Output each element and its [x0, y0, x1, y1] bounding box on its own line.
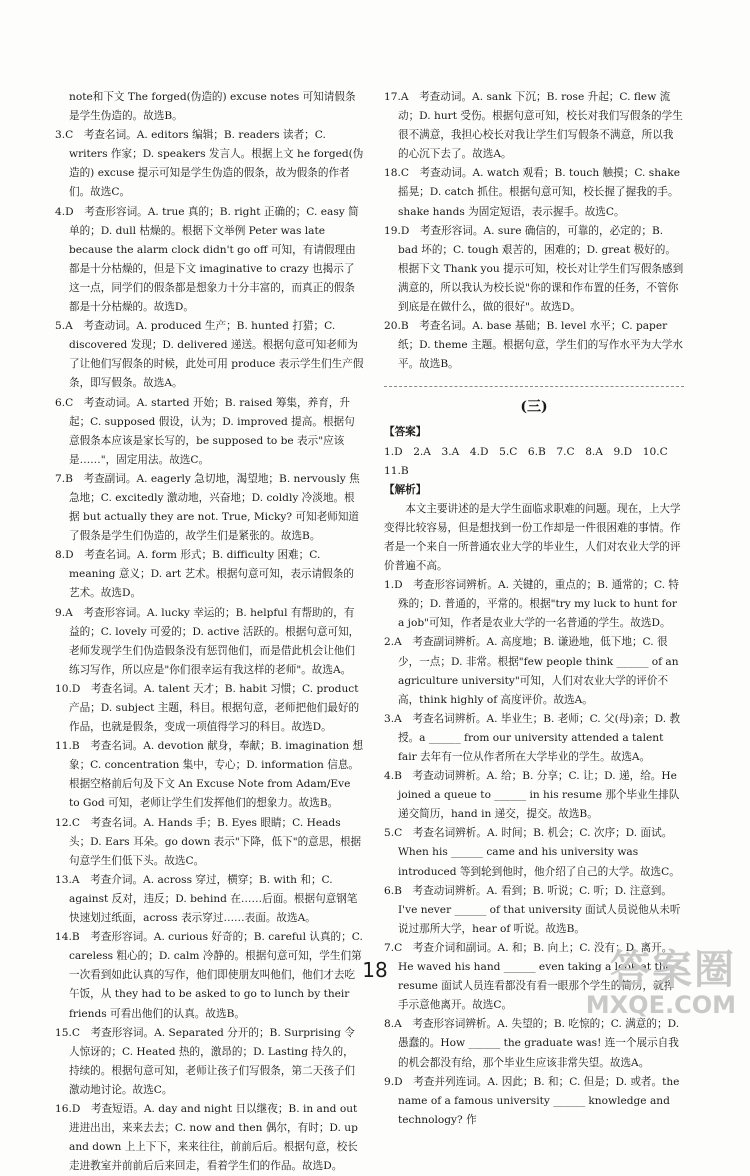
watermark-text: 答案圈 [610, 947, 736, 993]
watermark-logo [586, 948, 736, 1018]
left-item: 10.D 考查名词。A. talent 天才；B. habit 习惯；C. product 产品；D. subject 主题，科目。根据句意，老师把他们最好的作品，也就是假条，变成一项值得学习的科目。故选D。 [55, 682, 360, 734]
left-item: 3.C 考查名词。A. editors 编辑；B. readers 读者；C. writers 作家；D. speakers 发言人。根据上文 he forged(伪造的) excuse 提示可知是学生伪造的假条，故为假条的作者们。故选C。 [55, 129, 364, 199]
right-item: 17.A 考查动词。A. sank 下沉；B. rose 升起；C. flew 流动；D. hurt 受伤。根据句意可知，校长对我们写假条的学生很不满意，我担心校长对我让学生们写假条不满意，所以我的心沉下去了。故选A。 [384, 91, 683, 161]
left-item: 9.A 考查形容词。A. lucky 幸运的；B. helpful 有帮助的，有益的；C. lovely 可爱的；D. active 活跃的。根据句意可知，老师发现学生们伪造假条没有惩罚他们，而是借此机会让他们练习写作，所以应是"你们很幸运有我这样的老师"。故选A。 [55, 606, 360, 676]
left-item: 13.A 考查介词。A. across 穿过，横穿；B. with 和；C. against 反对，违反；D. behind 在……后面。根据句意钢笔快速划过纸面，across 表示穿过……表面。故选A。 [55, 873, 358, 925]
analysis-item: 8.A 考查形容词辨析。A. 失望的；B. 吃惊的；C. 满意的；D. 愚蠢的。How ______ the graduate was! 连一个展示自我的机会都没有给，那个毕业生应该非常失望。故选A。 [384, 1018, 680, 1069]
left-item: 8.D 考查名词。A. form 形式；B. difficulty 困难；C. meaning 意义；D. art 艺术。根据句意可知，表示请假条的艺术。故选D。 [55, 549, 354, 600]
analysis-item: 1.D 考查形容词辨析。A. 关键的，重点的；B. 通常的；C. 特殊的；D. 普通的，平常的。根据"try my luck to hunt for a job"可知，作者是农业大学的一名普通的学生。故选D。 [384, 579, 680, 630]
left-item: 5.A 考查动词。A. produced 生产；B. hunted 打猎；C. discovered 发现；D. delivered 递送。根据句意可知老师为了让他们写假条的时候，此处可用 produce 表示学生们生产假条，即写假条。故选A。 [55, 320, 364, 390]
right-item: 20.B 考查名词。A. base 基础；B. level 水平；C. paper 纸；D. theme 主题。根据句意，学生们的写作水平为大学水平。故选B。 [384, 320, 683, 371]
right-item: 19.D 考查形容词。A. sure 确信的，可靠的，必定的；B. bad 坏的；C. tough 艰苦的，困难的；D. great 极好的。根据下文 Thank you 提示可知，校长对让学生们写假条感到满意的，所以我认为校长说"你的课和作布置的任务，不管你到底是在做什么，做的很好"。故选D。 [384, 224, 684, 314]
left-item: 14.B 考查形容词。A. curious 好奇的；B. careful 认真的；C. careless 粗心的；D. calm 冷静的。根据句意可知，学生们第一次看到如此认真的写作，他们即使朋友叫他们，他们才去吃午饭，从 they had to be asked to go to lunch by their friends 可看出他们的认真。故选B。 [55, 931, 363, 1020]
left-item: note和下文 The forged(伪造的) excuse notes 可知请假条是学生伪造的。故选B。 [69, 91, 356, 123]
left-column [55, 88, 364, 1176]
left-item: 6.C 考查动词。A. started 开始；B. raised 筹集，养育，升起；C. supposed 假设，认为；D. improved 提高。根据句意假条本应该是家长写的，be supposed to be 表示"应该是……"，固定用法。故选C。 [55, 396, 355, 466]
answers-line: 1.D 2.A 3.A 4.D 5.C 6.B 7.C 8.A 9.D 10.C [384, 445, 668, 458]
analysis-item: 6.B 考查动词辨析。A. 看到；B. 听说；C. 听；D. 注意到。I've never ______ of that university 面试人员说他从未听说过那所大学，hear of 听说。故选B。 [384, 884, 681, 935]
answer-tag: 【答案】 [384, 426, 427, 439]
watermark-url: MXQE.COM [585, 991, 736, 1019]
analysis-item: 2.A 考查副词辨析。A. 高度地；B. 谦逊地，低下地；C. 很少，一点；D. 非常。根据"few people think ______ of an agriculture university"可知，人们对农业大学的评价不高，think highly of 高度评价。故选A。 [384, 636, 679, 706]
section-divider [384, 386, 684, 387]
left-item: 4.D 考查形容词。A. true 真的；B. right 正确的；C. easy 简单的；D. dull 枯燥的。根据下文举例 Peter was late because the alarm clock didn't go off 可知，有请假理由都是十分枯燥的，但是下文 imaginative to crazy 也揭示了这一点，同学们的假条都是想象力十分丰富的，而真正的假条都是十分枯燥的。故选D。 [55, 205, 359, 314]
analysis-item: 7.C 考查介词和副词。A. 和；B. 向上；C. 没有；D. 离开。He waved his hand ______ even taking a look at the resume 面试人员连看都没有看一眼那个学生的简历，就挥手示意他离开。故选C。 [384, 941, 675, 1012]
analysis-intro: 本文主要讲述的是大学生面临求职难的问题。现在，上大学变得比较容易，但是想找到一份工作却是一件很困难的事情。作者是一个来自一所普通农业大学的毕业生，人们对农业大学的评价普遍不高。 [384, 502, 681, 573]
left-item: 15.C 考查形容词。A. Separated 分开的；B. Surprising 令人惊讶的；C. Heated 热的，激昂的；D. Lasting 持久的，持续的。根据句意可知，老师让孩子们写假条，第二天孩子们激动地讨论。故选C。 [55, 1026, 356, 1096]
answers-line: 11.B [384, 464, 409, 477]
section-title: (三) [520, 399, 548, 416]
left-item: 7.B 考查副词。A. eagerly 急切地，渴望地；B. nervously 焦急地；C. excitedly 激动地，兴奋地；D. coldly 冷淡地。根据 but actually they are not. True, Micky? 可知老师知道了假条是学生们伪造的，故学生们是紧张的。故选B。 [55, 472, 360, 543]
left-item: 11.B 考查名词。A. devotion 献身，奉献；B. imagination 想象；C. concentration 集中，专心；D. information 信息。根据空格前后句及下文 An Excuse Note from Adam/Eve to God 可知，老师让学生们发挥他们的想象力。故选B。 [55, 740, 364, 810]
left-item: 12.C 考查名词。A. Hands 手；B. Eyes 眼睛；C. Heads 头；D. Ears 耳朵。go down 表示"下降，低下"的意思，根据句意学生们低下头。故选C。 [55, 816, 362, 867]
left-item: 16.D 考查短语。A. day and night 日以继夜；B. in and out 进进出出，来来去去；C. now and then 偶尔，有时；D. up and down 上上下下，来来往往，前前后后。根据句意，校长走进教室并前前后后来回走，看着学生们的作品。故选D。 [55, 1102, 358, 1173]
right-item: 18.C 考查动词。A. watch 观看；B. touch 触摸；C. shake 摇晃；D. catch 抓住。根据句意可知，校长握了握我的手。shake hands 为固定短语，表示握手。故选C。 [384, 167, 681, 218]
analysis-item: 5.C 考查名词辨析。A. 时间；B. 机会；C. 次序；D. 面试。When his ______ came and his university was introduced 等到轮到他时，他介绍了自己的大学。故选C。 [384, 827, 680, 878]
analysis-item: 4.B 考查动词辨析。A. 给；B. 分享；C. 让；D. 递，给。He joined a queue to ______ in his resume 那个毕业生排队递交简历，hand in 递交，提交。故选B。 [384, 770, 680, 821]
page-number: 18 [362, 958, 388, 982]
analysis-tag: 【解析】 [384, 483, 427, 496]
analysis-item: 9.D 考查并列连词。A. 因此；B. 和；C. 但是；D. 或者。the name of a famous university ______ knowledge and technology? 作 [384, 1075, 680, 1126]
analysis-item: 3.A 考查名词辨析。A. 毕业生；B. 老师；C. 父(母)亲；D. 教授。a ______ from our university attended a talent fair 去年有一位从作者所在大学毕业的学生。故选A。 [384, 712, 681, 763]
